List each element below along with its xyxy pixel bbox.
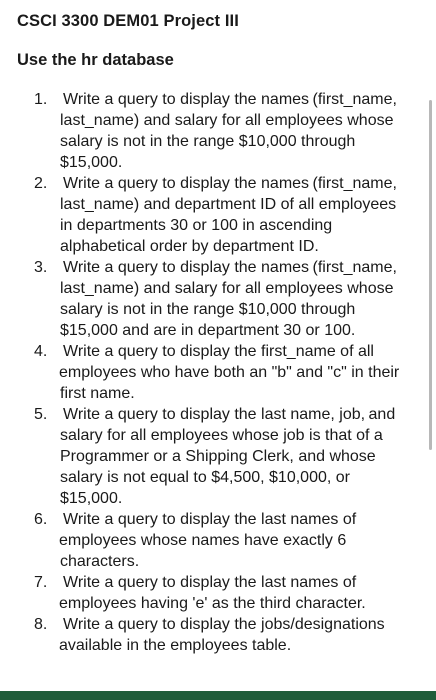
scrollbar[interactable] (426, 0, 436, 690)
question-number: 3. (34, 259, 48, 276)
question-number: 1. (34, 91, 48, 108)
question-lead: Write a query to display the last names of (63, 574, 357, 591)
page-title: CSCI 3300 DEM01 Project III (17, 12, 239, 30)
question-item-3 (0, 257, 418, 341)
question-text: employees whose names have exactly 6 characters. (59, 532, 347, 570)
question-number: 2. (34, 175, 48, 192)
question-item-1 (0, 89, 418, 173)
question-lead: Write a query to display the names (63, 175, 310, 192)
question-text: (first_name, last_name) and salary for all employees whose salary is not in the range $10,000 through $15,000 and are in department 30 or 100. (60, 259, 397, 339)
question-item-8 (0, 614, 418, 656)
question-lead: Write a query to display the jobs/designations (63, 616, 385, 633)
question-text: (first_name, last_name) and department ID of all employees in departments 30 or 100 in ascending alphabetical order by department ID. (60, 175, 397, 255)
question-number: 5. (34, 406, 48, 423)
scrollbar-thumb[interactable] (429, 100, 432, 450)
section-heading: Use the hr database (17, 51, 174, 69)
question-item-4 (0, 341, 418, 404)
question-item-2 (0, 173, 418, 257)
question-text: and salary for all employees whose job is that of a Programmer or a Shipping Clerk, and whose salary is not equal to $4,500, $10,000, or $15,000. (60, 406, 396, 507)
question-lead: Write a query to display the first_name of all (63, 343, 374, 360)
question-text: employees having 'e' as the third character. (59, 595, 366, 612)
question-lead: Write a query to display the last names of (63, 511, 357, 528)
question-text: available in the employees table. (59, 637, 292, 654)
question-list (0, 89, 418, 656)
question-text: (first_name, last_name) and salary for all employees whose salary is not in the range $10,000 through $15,000. (60, 91, 397, 171)
question-item-7 (0, 572, 418, 614)
question-lead: Write a query to display the names (63, 259, 310, 276)
question-item-5 (0, 404, 418, 509)
question-number: 8. (34, 616, 48, 633)
question-number: 6. (34, 511, 48, 528)
question-number: 4. (34, 343, 48, 360)
question-lead: Write a query to display the last name, job, (63, 406, 366, 423)
question-number: 7. (34, 574, 48, 591)
question-text: employees who have both an "b" and "c" in their first name. (59, 364, 400, 402)
bottom-bar (0, 691, 436, 700)
question-lead: Write a query to display the names (63, 91, 310, 108)
question-item-6 (0, 509, 418, 572)
